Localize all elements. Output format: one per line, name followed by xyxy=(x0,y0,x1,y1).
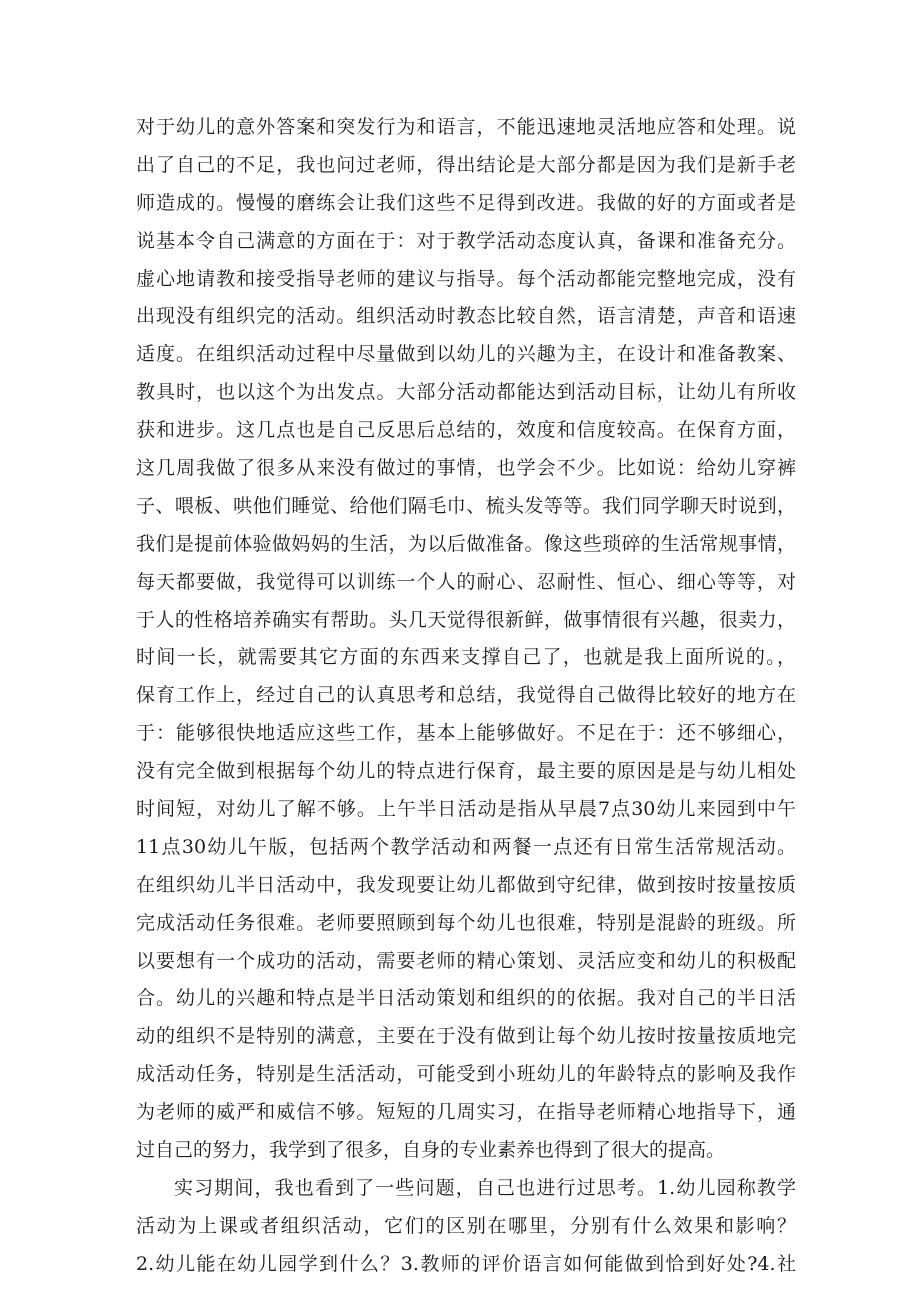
text-line: 完成活动任务很难。老师要照顾到每个幼儿也很难，特别是混龄的班级。所 xyxy=(136,911,796,934)
text-line: 活动为上课或者组织活动，它们的区别在哪里，分别有什么效果和影响？ xyxy=(136,1214,796,1237)
text-line: 以要想有一个成功的活动，需要老师的精心策划、灵活应变和幼儿的积极配 xyxy=(136,949,796,972)
text-line: 成活动任务，特别是生活活动，可能受到小班幼儿的年龄特点的影响及我作 xyxy=(136,1063,796,1086)
text-line: 2.幼儿能在幼儿园学到什么？3.教师的评价语言如何能做到恰到好处?4.社 xyxy=(136,1252,796,1275)
text-line: 时间一长，就需要其它方面的东西来支撑自己了，也就是我上面所说的。， xyxy=(136,646,796,669)
text-line: 合。幼儿的兴趣和特点是半日活动策划和组织的的依据。我对自己的半日活 xyxy=(136,987,796,1010)
text-line: 教具时，也以这个为出发点。大部分活动都能达到活动目标，让幼儿有所收 xyxy=(136,381,796,404)
text-line: 我们是提前体验做妈妈的生活，为以后做准备。像这些琐碎的生活常规事情， xyxy=(136,532,796,555)
paragraph-start-line: 实习期间，我也看到了一些问题，自己也进行过思考。1.幼儿园称教学 xyxy=(174,1176,796,1199)
text-line: 出现没有组织完的活动。组织活动时教态比较自然，语言清楚，声音和语速 xyxy=(136,305,796,328)
text-line: 在组织幼儿半日活动中，我发现要让幼儿都做到守纪律，做到按时按量按质 xyxy=(136,873,796,896)
text-line: 出了自己的不足，我也问过老师，得出结论是大部分都是因为我们是新手老 xyxy=(136,153,796,176)
text-line: 说基本令自己满意的方面在于：对于教学活动态度认真，备课和准备充分。 xyxy=(136,229,796,252)
text-line: 没有完全做到根据每个幼儿的特点进行保育，最主要的原因是是与幼儿相处 xyxy=(136,760,796,783)
text-line: 对于幼儿的意外答案和突发行为和语言，不能迅速地灵活地应答和处理。说 xyxy=(136,116,796,138)
text-line: 于：能够很快地适应这些工作，基本上能够做好。不足在于：还不够细心， xyxy=(136,722,796,745)
text-line: 时间短，对幼儿了解不够。上午半日活动是指从早晨7点30幼儿来园到中午 xyxy=(136,798,796,821)
text-line: 于人的性格培养确实有帮助。头几天觉得很新鲜，做事情很有兴趣，很卖力， xyxy=(136,608,796,631)
text-line: 子、喂板、哄他们睡觉、给他们隔毛巾、梳头发等等。我们同学聊天时说到， xyxy=(136,494,796,517)
text-line: 每天都要做，我觉得可以训练一个人的耐心、忍耐性、恒心、细心等等，对 xyxy=(136,570,796,593)
text-line: 为老师的威严和威信不够。短短的几周实习，在指导老师精心地指导下，通 xyxy=(136,1101,796,1124)
text-line: 适度。在组织活动过程中尽量做到以幼儿的兴趣为主，在设计和准备教案、 xyxy=(136,343,796,366)
text-line: 保育工作上，经过自己的认真思考和总结，我觉得自己做得比较好的地方在 xyxy=(136,684,796,707)
text-line: 这几周我做了很多从来没有做过的事情，也学会不少。比如说：给幼儿穿裤 xyxy=(136,457,796,480)
text-line: 11点30幼儿午版，包括两个教学活动和两餐一点还有日常生活常规活动。 xyxy=(136,835,796,858)
paragraph-end-line: 过自己的努力，我学到了很多，自身的专业素养也得到了很大的提高。 xyxy=(136,1139,726,1162)
text-line: 虚心地请教和接受指导老师的建议与指导。每个活动都能完整地完成，没有 xyxy=(136,267,796,290)
document-body xyxy=(136,109,796,1284)
text-line: 师造成的。慢慢的磨练会让我们这些不足得到改进。我做的好的方面或者是 xyxy=(136,191,796,214)
text-line: 动的组织不是特别的满意，主要在于没有做到让每个幼儿按时按量按质地完 xyxy=(136,1025,796,1048)
text-line: 获和进步。这几点也是自己反思后总结的，效度和信度较高。在保育方面， xyxy=(136,419,796,442)
